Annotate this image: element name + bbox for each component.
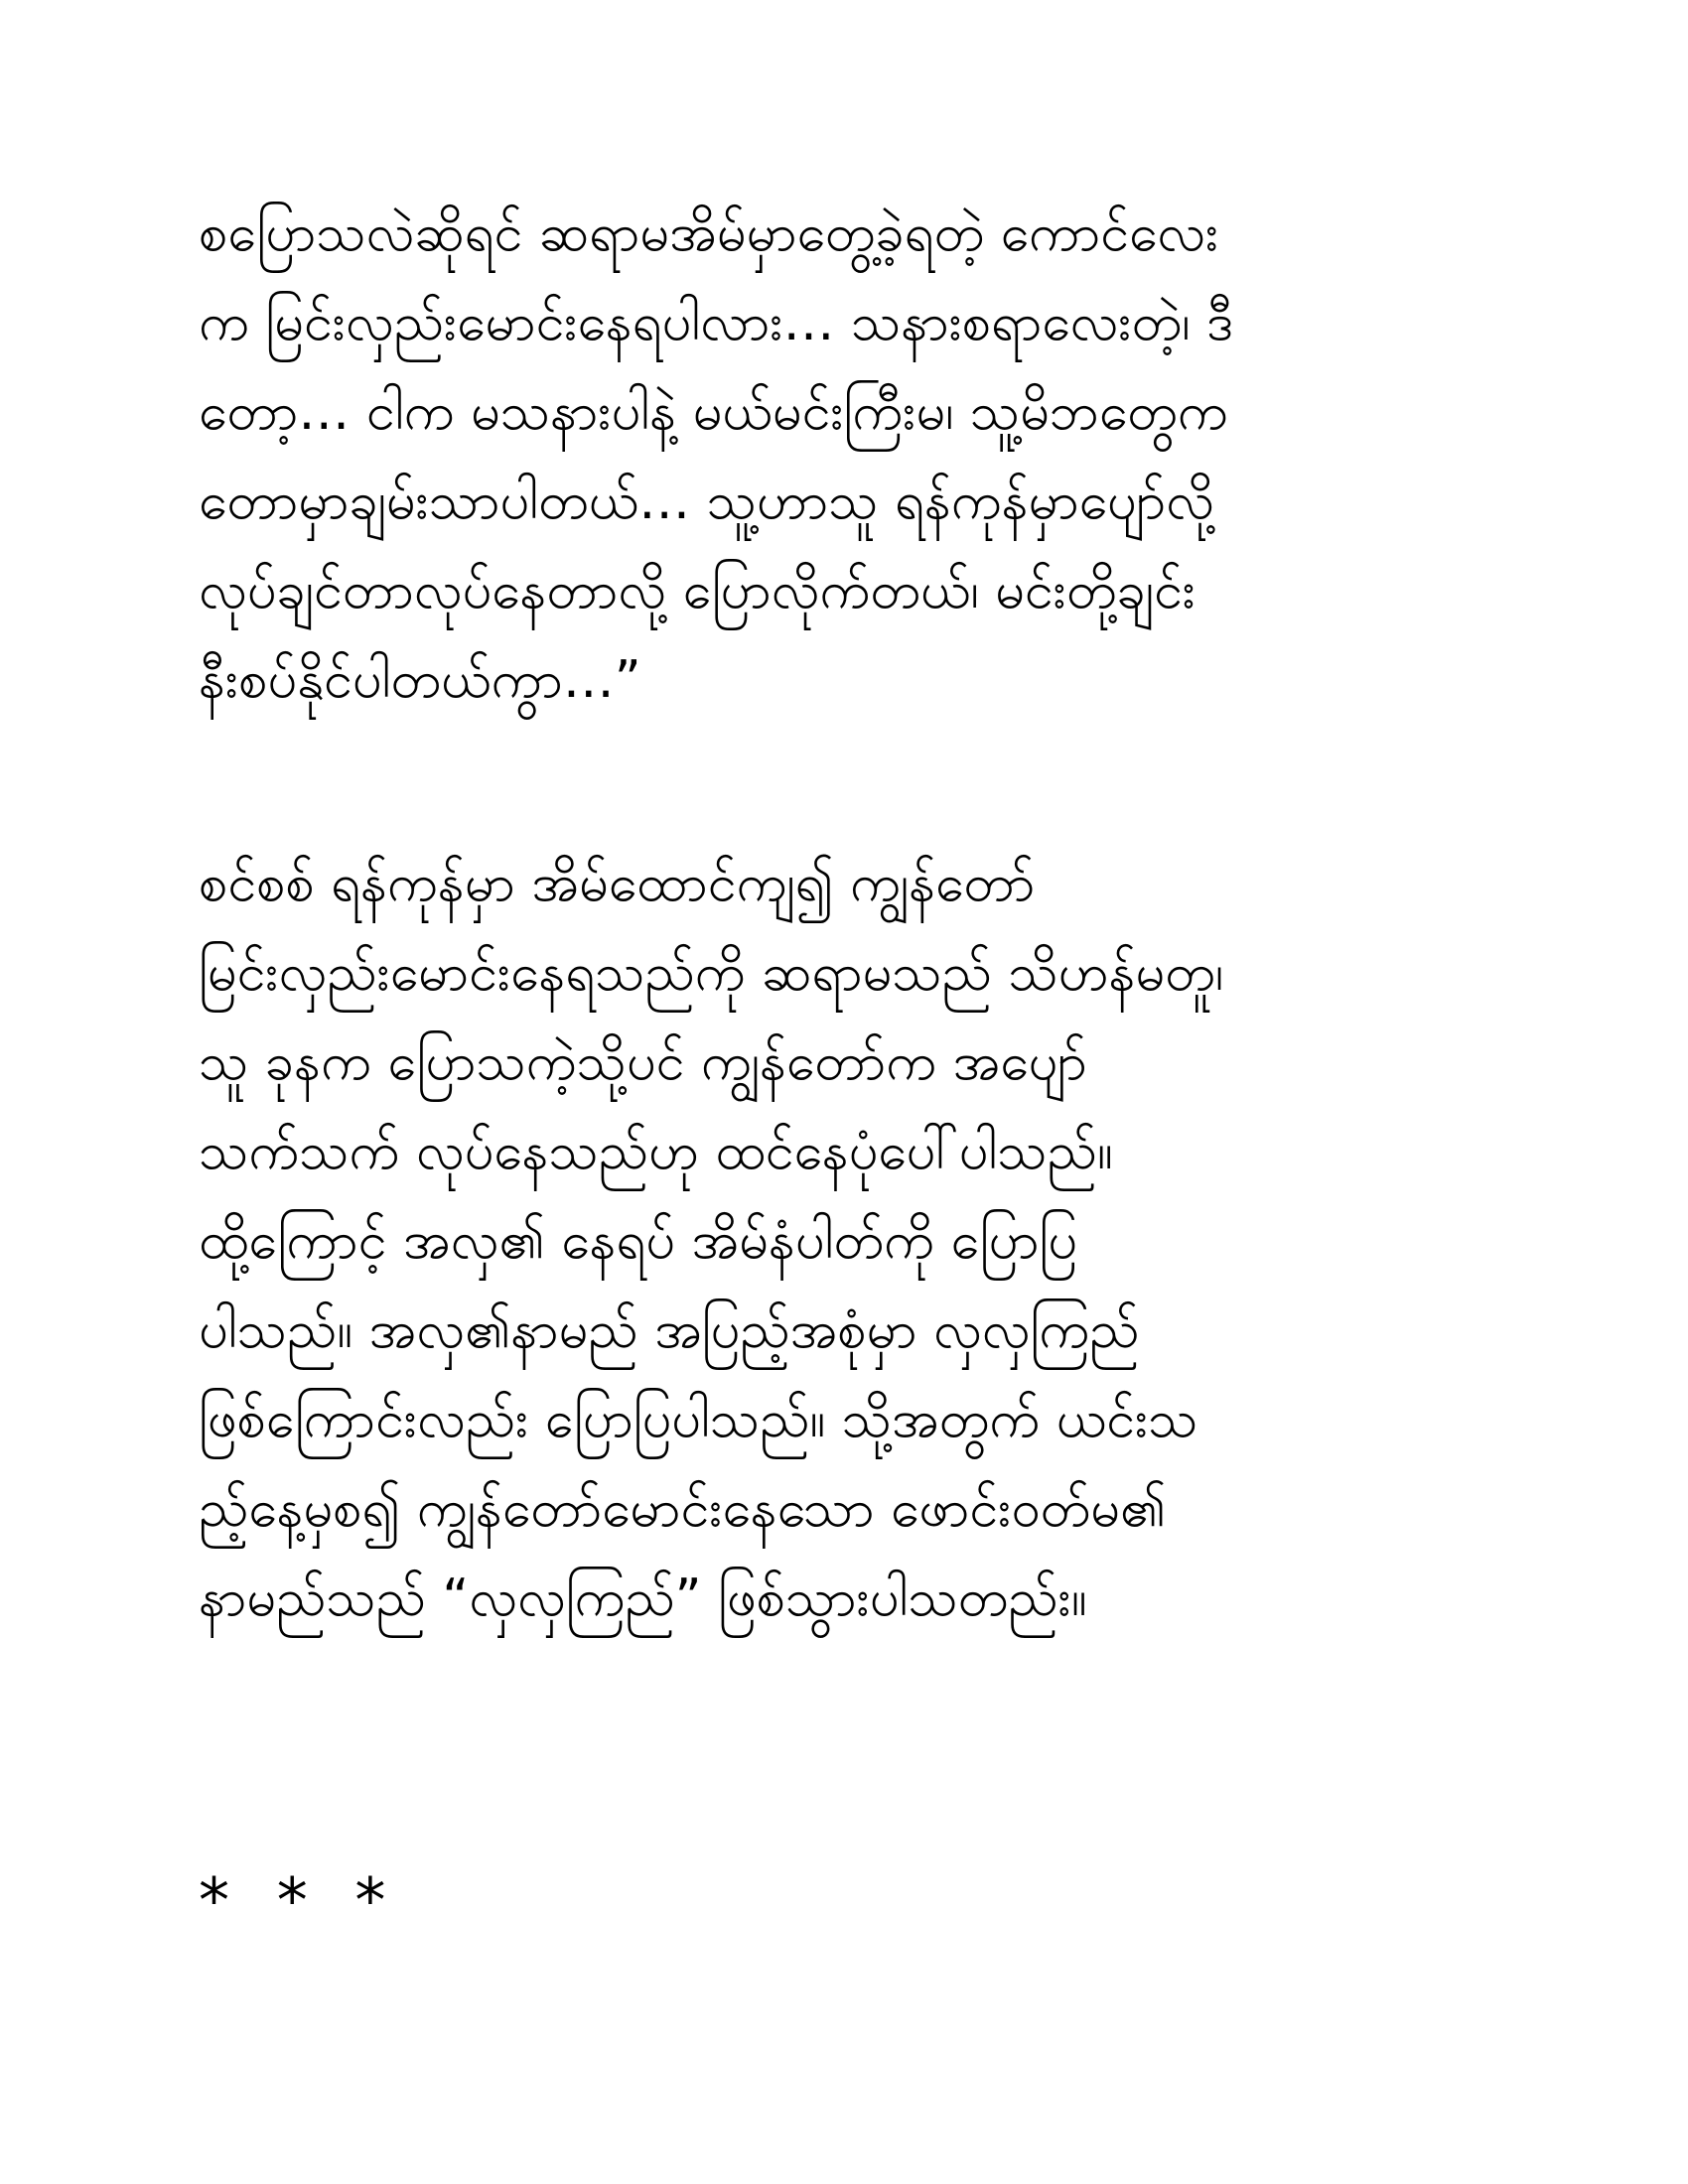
text-line: စပြောသလဲဆိုရင် ဆရာမအိမ်မှာတွေ့ခဲ့ရတဲ့ ကောင်လေး [199, 204, 1219, 263]
text-line: တောမှာချမ်းသာပါတယ်… သူ့ဟာသူ ရန်ကုန်မှာပျော်လို့ [199, 472, 1214, 531]
section-separator: * * * [199, 1864, 400, 1937]
text-line: ထို့ကြောင့် အလှ၏ နေရပ် အိမ်နံပါတ်ကို ပြောပြ [199, 1211, 1077, 1271]
text-line: ည့်နေ့မှစ၍ ကျွန်တော်မောင်းနေသော ဖောင်းဝတ်မ၏ [199, 1479, 1167, 1539]
paragraph-narration [199, 839, 1489, 1643]
text-line: သူ ခုနက ပြောသကဲ့သို့ပင် ကျွန်တော်က အပျော် [199, 1032, 1087, 1092]
text-line: တော့… ငါက မသနားပါနဲ့ မယ်မင်းကြီးမ၊ သူ့မိဘတွေက [199, 382, 1228, 442]
text-line: က မြင်းလှည်းမောင်းနေရပါလား… သနားစရာလေးတဲ့၊ ဒီ [199, 293, 1233, 352]
text-line: ပါသည်။ အလှ၏နာမည် အပြည့်အစုံမှာ လှလှကြည် [199, 1300, 1140, 1360]
text-line: ဖြစ်ကြောင်းလည်း ပြောပြပါသည်။ သို့အတွက် ယင်းသ [199, 1390, 1198, 1449]
paragraph-dialogue [199, 189, 1489, 725]
text-line: လုပ်ချင်တာလုပ်နေတာလို့ ပြောလိုက်တယ်၊ မင်းတို့ချင်း [199, 561, 1196, 620]
text-line: မြင်းလှည်းမောင်းနေရသည်ကို ဆရာမသည် သိဟန်မတူ၊ [199, 943, 1223, 1003]
text-line: သက်သက် လုပ်နေသည်ဟု ထင်နေပုံပေါ်ပါသည်။ [199, 1122, 1113, 1181]
text-line: စင်စစ် ရန်ကုန်မှာ အိမ်ထောင်ကျ၍ ကျွန်တော် [199, 854, 1036, 913]
text-line: နီးစပ်နိုင်ပါတယ်ကွာ…” [199, 650, 641, 710]
text-line: နာမည်သည် “လှလှကြည်” ဖြစ်သွားပါသတည်း။ [199, 1569, 1087, 1628]
